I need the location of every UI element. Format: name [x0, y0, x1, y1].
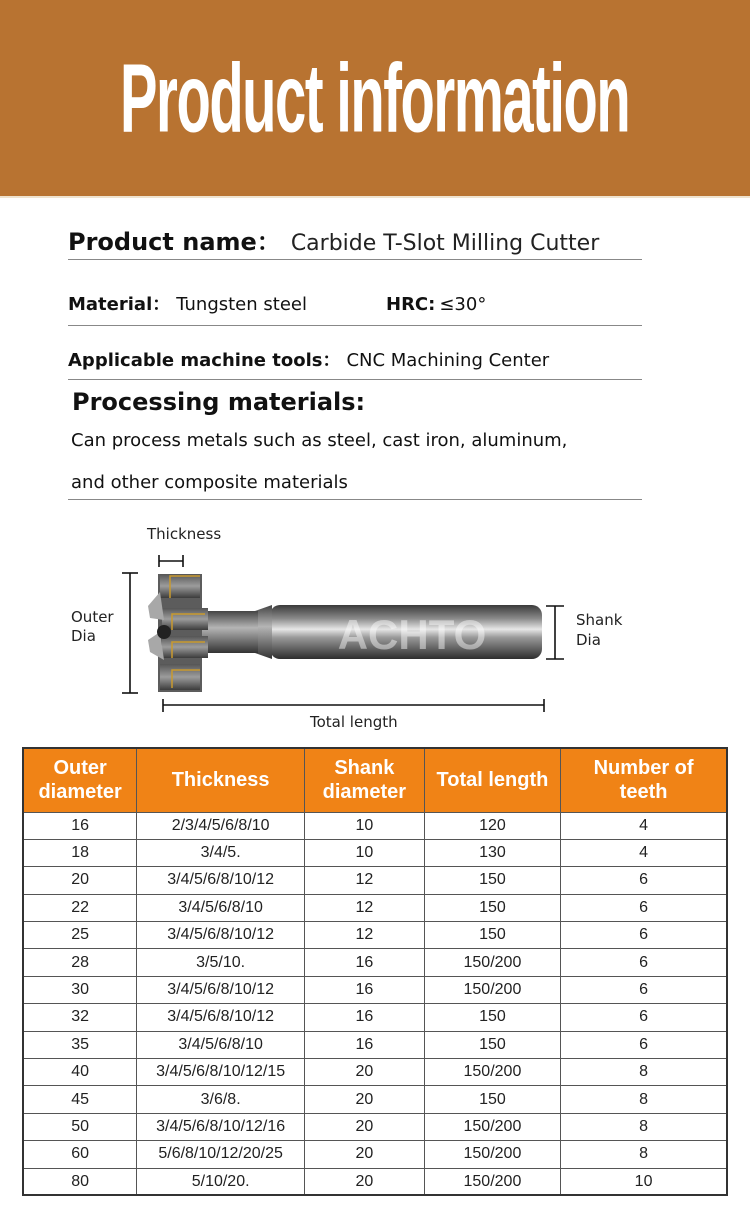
- watermark-text: ACHTO: [337, 611, 487, 658]
- table-cell: 2/3/4/5/6/8/10: [137, 812, 305, 839]
- table-cell: 20: [304, 1113, 424, 1140]
- cutter-dimension-diagram: [0, 510, 750, 740]
- header-outer-diameter: Outer diameter: [23, 748, 137, 812]
- thickness-label: Thickness: [147, 525, 222, 543]
- table-cell: 10: [304, 839, 424, 866]
- table-cell: 150/200: [424, 1113, 560, 1140]
- table-cell: 150: [424, 922, 560, 949]
- table-cell: 16: [304, 1004, 424, 1031]
- table-cell: 18: [23, 839, 137, 866]
- processing-materials-text-1: Can process metals such as steel, cast iron, aluminum,: [71, 430, 568, 451]
- table-cell: 12: [304, 922, 424, 949]
- table-cell: 16: [304, 976, 424, 1003]
- table-cell: 6: [561, 976, 727, 1003]
- table-cell: 50: [23, 1113, 137, 1140]
- table-row: [23, 867, 727, 894]
- table-cell: 12: [304, 867, 424, 894]
- table-row: [23, 1168, 727, 1195]
- table-row: [23, 1113, 727, 1140]
- material-value: Tungsten steel: [176, 294, 307, 315]
- table-cell: 150: [424, 1086, 560, 1113]
- table-cell: 8: [561, 1059, 727, 1086]
- table-cell: 80: [23, 1168, 137, 1195]
- table-cell: 8: [561, 1141, 727, 1168]
- table-cell: 6: [561, 894, 727, 921]
- table-cell: 150/200: [424, 1059, 560, 1086]
- table-cell: 150: [424, 1004, 560, 1031]
- table-cell: 150/200: [424, 949, 560, 976]
- table-cell: 6: [561, 1004, 727, 1031]
- table-row: [23, 922, 727, 949]
- table-cell: 3/4/5.: [137, 839, 305, 866]
- product-name-value: Carbide T-Slot Milling Cutter: [290, 231, 600, 256]
- table-cell: 150: [424, 867, 560, 894]
- table-cell: 3/4/5/6/8/10/12: [137, 867, 305, 894]
- table-cell: 30: [23, 976, 137, 1003]
- table-cell: 3/5/10.: [137, 949, 305, 976]
- table-cell: 8: [561, 1086, 727, 1113]
- table-cell: 3/4/5/6/8/10/12/15: [137, 1059, 305, 1086]
- table-cell: 28: [23, 949, 137, 976]
- shank-dia-label-line1: Shank: [576, 611, 623, 629]
- table-cell: 4: [561, 812, 727, 839]
- table-cell: 20: [304, 1086, 424, 1113]
- material-label: Material：: [68, 294, 171, 315]
- table-row: [23, 976, 727, 1003]
- table-cell: 4: [561, 839, 727, 866]
- table-cell: 3/4/5/6/8/10/12/16: [137, 1113, 305, 1140]
- machine-tools-value: CNC Machining Center: [346, 350, 550, 371]
- table-cell: 6: [561, 922, 727, 949]
- table-cell: 22: [23, 894, 137, 921]
- table-header-row: [23, 748, 727, 812]
- hrc-value: ≤30°: [439, 294, 487, 315]
- table-row: [23, 1031, 727, 1058]
- total-length-label: Total length: [310, 713, 398, 731]
- section-divider: [68, 499, 642, 500]
- table-cell: 150: [424, 894, 560, 921]
- table-cell: 32: [23, 1004, 137, 1031]
- table-cell: 120: [424, 812, 560, 839]
- table-cell: 5/10/20.: [137, 1168, 305, 1195]
- table-cell: 25: [23, 922, 137, 949]
- table-cell: 6: [561, 949, 727, 976]
- table-cell: 16: [304, 1031, 424, 1058]
- table-cell: 12: [304, 894, 424, 921]
- table-cell: 3/4/5/6/8/10: [137, 894, 305, 921]
- table-cell: 3/4/5/6/8/10/12: [137, 976, 305, 1003]
- table-cell: 60: [23, 1141, 137, 1168]
- table-cell: 150/200: [424, 1168, 560, 1195]
- table-cell: 16: [23, 812, 137, 839]
- table-cell: 150: [424, 1031, 560, 1058]
- table-cell: 20: [23, 867, 137, 894]
- header-banner: [0, 0, 750, 196]
- table-row: [23, 839, 727, 866]
- table-row: [23, 1004, 727, 1031]
- header-number-of-teeth: Number of teeth: [561, 748, 727, 812]
- table-cell: 3/4/5/6/8/10: [137, 1031, 305, 1058]
- table-cell: 10: [561, 1168, 727, 1195]
- table-cell: 8: [561, 1113, 727, 1140]
- table-cell: 5/6/8/10/12/20/25: [137, 1141, 305, 1168]
- shank-dia-label-line2: Dia: [576, 631, 601, 649]
- table-cell: 16: [304, 949, 424, 976]
- table-cell: 3/4/5/6/8/10/12: [137, 922, 305, 949]
- table-cell: 6: [561, 1031, 727, 1058]
- page-title: Product information: [120, 42, 630, 153]
- machine-tools-row: [68, 346, 642, 380]
- table-row: [23, 949, 727, 976]
- table-row: [23, 812, 727, 839]
- table-cell: 150/200: [424, 1141, 560, 1168]
- table-cell: 150/200: [424, 976, 560, 1003]
- table-cell: 130: [424, 839, 560, 866]
- header-total-length: Total length: [424, 748, 560, 812]
- table-cell: 40: [23, 1059, 137, 1086]
- table-cell: 20: [304, 1168, 424, 1195]
- table-row: [23, 894, 727, 921]
- machine-tools-label: Applicable machine tools：: [68, 350, 341, 371]
- table-cell: 20: [304, 1141, 424, 1168]
- table-row: [23, 1086, 727, 1113]
- table-cell: 35: [23, 1031, 137, 1058]
- table-cell: 20: [304, 1059, 424, 1086]
- table-cell: 45: [23, 1086, 137, 1113]
- table-cell: 3/6/8.: [137, 1086, 305, 1113]
- table-cell: 3/4/5/6/8/10/12: [137, 1004, 305, 1031]
- specification-table: [22, 747, 728, 1196]
- outer-dia-label-line1: Outer: [71, 608, 114, 626]
- table-cell: 10: [304, 812, 424, 839]
- hrc-field: [386, 294, 486, 315]
- material-row: [68, 290, 642, 326]
- header-thickness: Thickness: [137, 748, 305, 812]
- product-name-label: Product name：: [68, 228, 281, 256]
- table-row: [23, 1141, 727, 1168]
- product-name-row: [68, 222, 642, 260]
- table-row: [23, 1059, 727, 1086]
- outer-dia-label-line2: Dia: [71, 627, 96, 645]
- header-shank-diameter: Shank diameter: [304, 748, 424, 812]
- table-cell: 6: [561, 867, 727, 894]
- processing-materials-text-2: and other composite materials: [71, 472, 348, 493]
- banner-divider: [0, 196, 750, 198]
- processing-materials-title: Processing materials:: [72, 388, 366, 416]
- hrc-label: HRC:: [386, 294, 436, 315]
